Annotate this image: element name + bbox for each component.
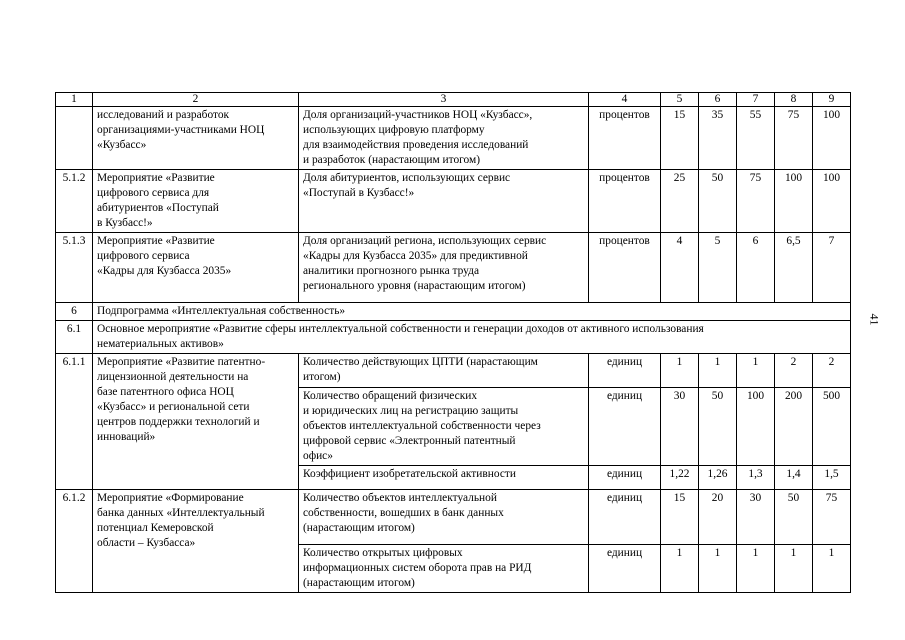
value-cell: 50 (699, 388, 737, 466)
header-cell: 2 (93, 93, 299, 107)
value-cell: 30 (661, 388, 699, 466)
indicator-name: Количество действующих ЦПТИ (нарастающим итогом) (299, 354, 589, 388)
value-cell: 7 (813, 233, 851, 303)
event-name: исследований и разработок организациями-участниками НОЦ «Кузбасс» (93, 107, 299, 170)
value-cell: 75 (737, 170, 775, 233)
row-number: 6.1.2 (56, 490, 93, 593)
unit: единиц (589, 466, 661, 490)
value-cell: 1 (737, 354, 775, 388)
value-cell: 20 (699, 490, 737, 545)
header-cell: 1 (56, 93, 93, 107)
table-row (56, 233, 851, 303)
value-cell: 35 (699, 107, 737, 170)
value-cell: 50 (699, 170, 737, 233)
subprogram-row (56, 303, 851, 321)
row-number: 6.1.1 (56, 354, 93, 490)
table-row (56, 170, 851, 233)
indicator-name: Доля организаций-участников НОЦ «Кузбасс», использующих цифровую платформу для взаимодействия проведения исследований и разработок (нарастающим итогом) (299, 107, 589, 170)
indicator-name: Доля абитуриентов, использующих сервис «Поступай в Кузбасс!» (299, 170, 589, 233)
main-event-title: Основное мероприятие «Развитие сферы интеллектуальной собственности и генерации доходов от активного использования нематериальных активов» (93, 321, 851, 354)
value-cell: 1 (661, 354, 699, 388)
header-row (56, 93, 851, 107)
event-name: Мероприятие «Развитие патентно- лицензионной деятельности на базе патентного офиса НОЦ «Кузбасс» и региональной сети центров поддержки технологий и инноваций» (93, 354, 299, 490)
unit: единиц (589, 388, 661, 466)
value-cell: 2 (775, 354, 813, 388)
indicator-name: Количество обращений физических и юридических лиц на регистрацию защиты объектов интеллектуальной собственности через цифровой сервис «Электронный патентный офис» (299, 388, 589, 466)
indicator-name: Коэффициент изобретательской активности (299, 466, 589, 490)
indicator-name: Количество открытых цифровых информационных систем оборота прав на РИД (нарастающим итогом) (299, 545, 589, 593)
value-cell: 1 (699, 545, 737, 593)
header-cell: 5 (661, 93, 699, 107)
value-cell: 100 (737, 388, 775, 466)
row-number: 6.1 (56, 321, 93, 354)
value-cell: 55 (737, 107, 775, 170)
row-number: 5.1.3 (56, 233, 93, 303)
header-cell: 4 (589, 93, 661, 107)
value-cell: 15 (661, 490, 699, 545)
unit: процентов (589, 233, 661, 303)
unit: единиц (589, 354, 661, 388)
value-cell: 2 (813, 354, 851, 388)
value-cell: 25 (661, 170, 699, 233)
table-row (56, 354, 851, 388)
value-cell: 6 (737, 233, 775, 303)
event-name: Мероприятие «Развитие цифрового сервиса «Кадры для Кузбасса 2035» (93, 233, 299, 303)
page-number: 41 (867, 313, 882, 326)
value-cell: 1,4 (775, 466, 813, 490)
row-number: 5.1.2 (56, 170, 93, 233)
row-number (56, 107, 93, 170)
value-cell: 100 (775, 170, 813, 233)
value-cell: 30 (737, 490, 775, 545)
value-cell: 1 (661, 545, 699, 593)
value-cell: 1,3 (737, 466, 775, 490)
indicators-table (55, 92, 851, 593)
main-event-row (56, 321, 851, 354)
value-cell: 50 (775, 490, 813, 545)
value-cell: 1 (775, 545, 813, 593)
value-cell: 4 (661, 233, 699, 303)
header-cell: 3 (299, 93, 589, 107)
value-cell: 5 (699, 233, 737, 303)
unit: процентов (589, 107, 661, 170)
header-cell: 9 (813, 93, 851, 107)
value-cell: 1,5 (813, 466, 851, 490)
value-cell: 15 (661, 107, 699, 170)
value-cell: 6,5 (775, 233, 813, 303)
indicator-name: Количество объектов интеллектуальной собственности, вошедших в банк данных (нарастающим итогом) (299, 490, 589, 545)
unit: единиц (589, 490, 661, 545)
value-cell: 500 (813, 388, 851, 466)
value-cell: 1 (813, 545, 851, 593)
value-cell: 200 (775, 388, 813, 466)
indicator-name: Доля организаций региона, использующих сервис «Кадры для Кузбасса 2035» для предиктивной аналитики прогнозного рынка труда регионального уровня (нарастающим итогом) (299, 233, 589, 303)
value-cell: 75 (775, 107, 813, 170)
table-row (56, 107, 851, 170)
value-cell: 100 (813, 170, 851, 233)
header-cell: 8 (775, 93, 813, 107)
header-cell: 6 (699, 93, 737, 107)
event-name: Мероприятие «Развитие цифрового сервиса для абитуриентов «Поступай в Кузбасс!» (93, 170, 299, 233)
value-cell: 1 (737, 545, 775, 593)
unit: процентов (589, 170, 661, 233)
value-cell: 1 (699, 354, 737, 388)
value-cell: 100 (813, 107, 851, 170)
row-number: 6 (56, 303, 93, 321)
table-row (56, 490, 851, 545)
value-cell: 1,26 (699, 466, 737, 490)
subprogram-title: Подпрограмма «Интеллектуальная собственность» (93, 303, 851, 321)
header-cell: 7 (737, 93, 775, 107)
value-cell: 1,22 (661, 466, 699, 490)
unit: единиц (589, 545, 661, 593)
event-name: Мероприятие «Формирование банка данных «Интеллектуальный потенциал Кемеровской области – Кузбасса» (93, 490, 299, 593)
value-cell: 75 (813, 490, 851, 545)
